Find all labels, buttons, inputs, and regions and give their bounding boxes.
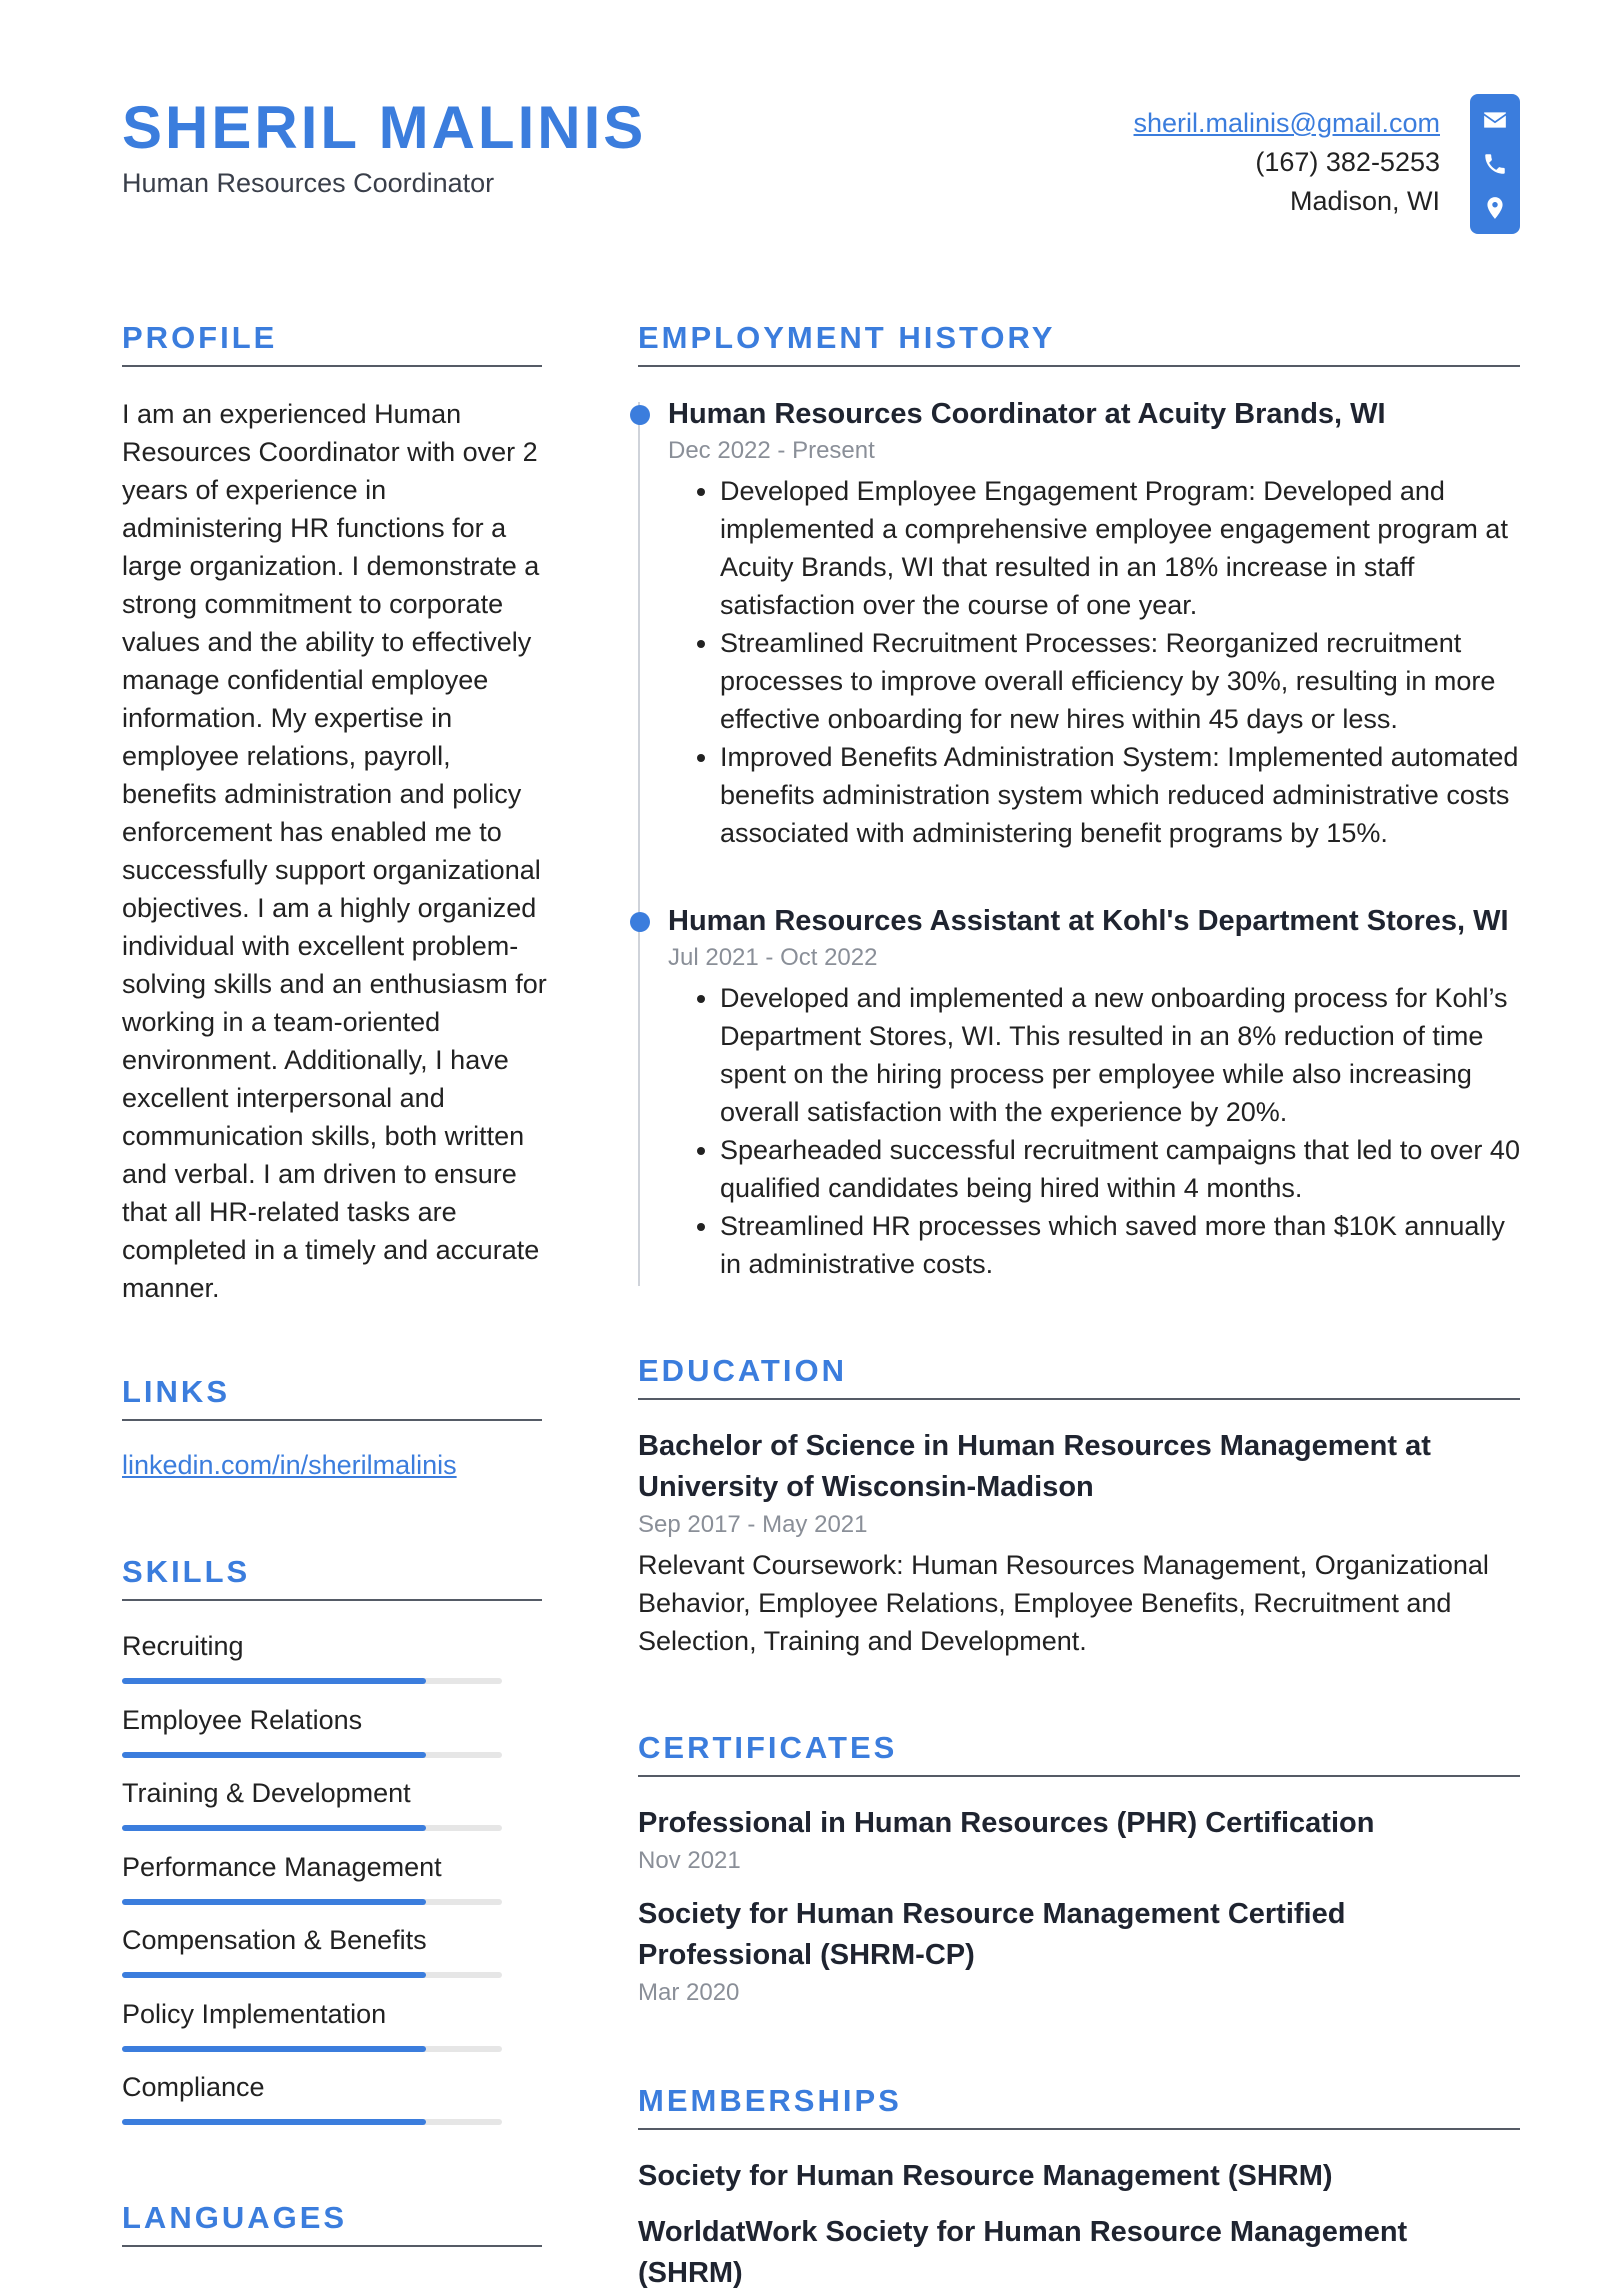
profile-text: I am an experienced Human Resources Coordinator with over 2 years of experience in administering HR functions for a large organization. I demonstrate a strong commitment to corporate values and the ability to effectively manage confidential employee information. My expertise in employee relations, payroll, benefits administration and policy enforcement has enabled me to successfully support organizational objectives. I am a highly organized individual with excellent problem-solving skills and an enthusiasm for working in a team-oriented environment. Additionally, I have excellent interpersonal and communication skills, both written and verbal. I am driven to ensure that all HR-related tasks are completed in a timely and accurate manner. — [122, 399, 547, 1303]
job-dates: Dec 2022 - Present — [668, 437, 875, 464]
phone-icon — [1482, 151, 1508, 177]
job-bullet: • Streamlined HR processes which saved more than $10K annually in administrative costs. — [720, 1207, 1528, 1283]
job-bullet: • Developed Employee Engagement Program: Developed and implemented a comprehensive employee engagement program at Acuity Brands, WI that resulted in an 18% increase in staff satisfaction over the course of one year. — [720, 472, 1528, 624]
skill-label: Employee Relations — [122, 1705, 363, 1735]
candidate-name: SHERIL MALINIS — [122, 94, 647, 161]
job-dates: Jul 2021 - Oct 2022 — [668, 944, 878, 971]
envelope-icon — [1482, 107, 1508, 133]
job-bullet: • Spearheaded successful recruitment campaigns that led to over 40 qualified candidates being hired within 4 months. — [720, 1131, 1528, 1207]
skill-bar-track — [122, 1752, 502, 1758]
skill-bar-fill — [122, 1972, 426, 1978]
job-entry — [668, 903, 1528, 1283]
skill-label: Training & Development — [122, 1778, 411, 1808]
membership-title: Society for Human Resource Management (SHRM) — [638, 2160, 1333, 2192]
job-title: Human Resources Assistant at Kohl's Department Stores, WI — [668, 905, 1509, 937]
skill-bar-fill — [122, 1678, 426, 1684]
skill-bar-fill — [122, 2046, 426, 2052]
certificate-date: Nov 2021 — [638, 1847, 741, 1874]
skill-bar-fill — [122, 1899, 426, 1905]
skill-bar-track — [122, 1678, 502, 1684]
memberships-heading: MEMBERSHIPS — [638, 2085, 1520, 2130]
certificate-title: Society for Human Resource Management Certified Professional (SHRM-CP) — [638, 1898, 1346, 1971]
certificate-entry — [638, 1803, 1518, 1876]
timeline-dot — [630, 912, 650, 932]
skill-item — [122, 1851, 502, 1905]
skill-label: Compensation & Benefits — [122, 1925, 427, 1955]
profile-heading: PROFILE — [122, 322, 542, 367]
skill-bar-fill — [122, 1825, 426, 1831]
skills-heading: SKILLS — [122, 1556, 542, 1601]
job-title: Human Resources Coordinator at Acuity Brands, WI — [668, 398, 1386, 430]
degree-title: Bachelor of Science in Human Resources Management at University of Wisconsin-Madison — [638, 1430, 1431, 1503]
education-description: Relevant Coursework: Human Resources Management, Organizational Behavior, Employee Relations, Employee Benefits, Recruitment and Selection, Training and Development. — [638, 1550, 1489, 1656]
employment-heading: EMPLOYMENT HISTORY — [638, 322, 1520, 367]
skill-label: Recruiting — [122, 1631, 244, 1661]
candidate-title: Human Resources Coordinator — [122, 168, 495, 198]
skill-bar-track — [122, 2046, 502, 2052]
location-text: Madison, WI — [1289, 186, 1440, 216]
skill-item — [122, 1704, 502, 1758]
membership-entry — [638, 2156, 1518, 2197]
education-heading: EDUCATION — [638, 1355, 1520, 1400]
certificate-date: Mar 2020 — [638, 1979, 740, 2006]
phone-text: (167) 382-5253 — [1255, 147, 1440, 177]
contact-icon-bar — [1470, 94, 1520, 234]
job-bullet: • Improved Benefits Administration System: Implemented automated benefits administration system which reduced administrative costs associated with administering benefit programs by 15%. — [720, 738, 1528, 852]
skill-bar-track — [122, 2119, 502, 2125]
job-bullets — [668, 979, 1528, 1283]
education-dates: Sep 2017 - May 2021 — [638, 1511, 868, 1538]
skill-bar-track — [122, 1899, 502, 1905]
links-heading: LINKS — [122, 1376, 542, 1421]
certificate-title: Professional in Human Resources (PHR) Certification — [638, 1807, 1375, 1839]
timeline-dot — [630, 405, 650, 425]
skill-label: Performance Management — [122, 1852, 442, 1882]
map-pin-icon — [1482, 195, 1508, 221]
skill-item — [122, 2071, 502, 2125]
skill-item — [122, 1924, 502, 1978]
certificates-heading: CERTIFICATES — [638, 1732, 1520, 1777]
job-entry — [668, 396, 1528, 852]
contact-block — [1134, 104, 1440, 221]
skill-bar-track — [122, 1825, 502, 1831]
email-link[interactable]: sheril.malinis@gmail.com — [1133, 108, 1440, 138]
skill-label: Compliance — [122, 2072, 265, 2102]
certificate-entry — [638, 1894, 1518, 2008]
skill-label: Policy Implementation — [122, 1999, 387, 2029]
skill-bar-fill — [122, 2119, 426, 2125]
linkedin-link[interactable]: linkedin.com/in/sherilmalinis — [122, 1450, 457, 1480]
skill-item — [122, 1630, 502, 1684]
job-bullet: • Streamlined Recruitment Processes: Reorganized recruitment processes to improve overall efficiency by 30%, resulting in more effective onboarding for new hires within 45 days or less. — [720, 624, 1528, 738]
job-bullet: • Developed and implemented a new onboarding process for Kohl’s Department Stores, WI. This resulted in an 8% reduction of time spent on the hiring process per employee while also increasing overall satisfaction with the experience by 20%. — [720, 979, 1528, 1131]
skill-bar-track — [122, 1972, 502, 1978]
membership-entry — [638, 2212, 1518, 2294]
education-entry — [638, 1426, 1518, 1660]
job-bullets — [668, 472, 1528, 852]
timeline-line — [638, 402, 640, 1286]
skill-item — [122, 1998, 502, 2052]
membership-title: WorldatWork Society for Human Resource Management (SHRM) — [638, 2216, 1408, 2289]
languages-heading: LANGUAGES — [122, 2202, 542, 2247]
skill-item — [122, 1777, 502, 1831]
skill-bar-fill — [122, 1752, 426, 1758]
